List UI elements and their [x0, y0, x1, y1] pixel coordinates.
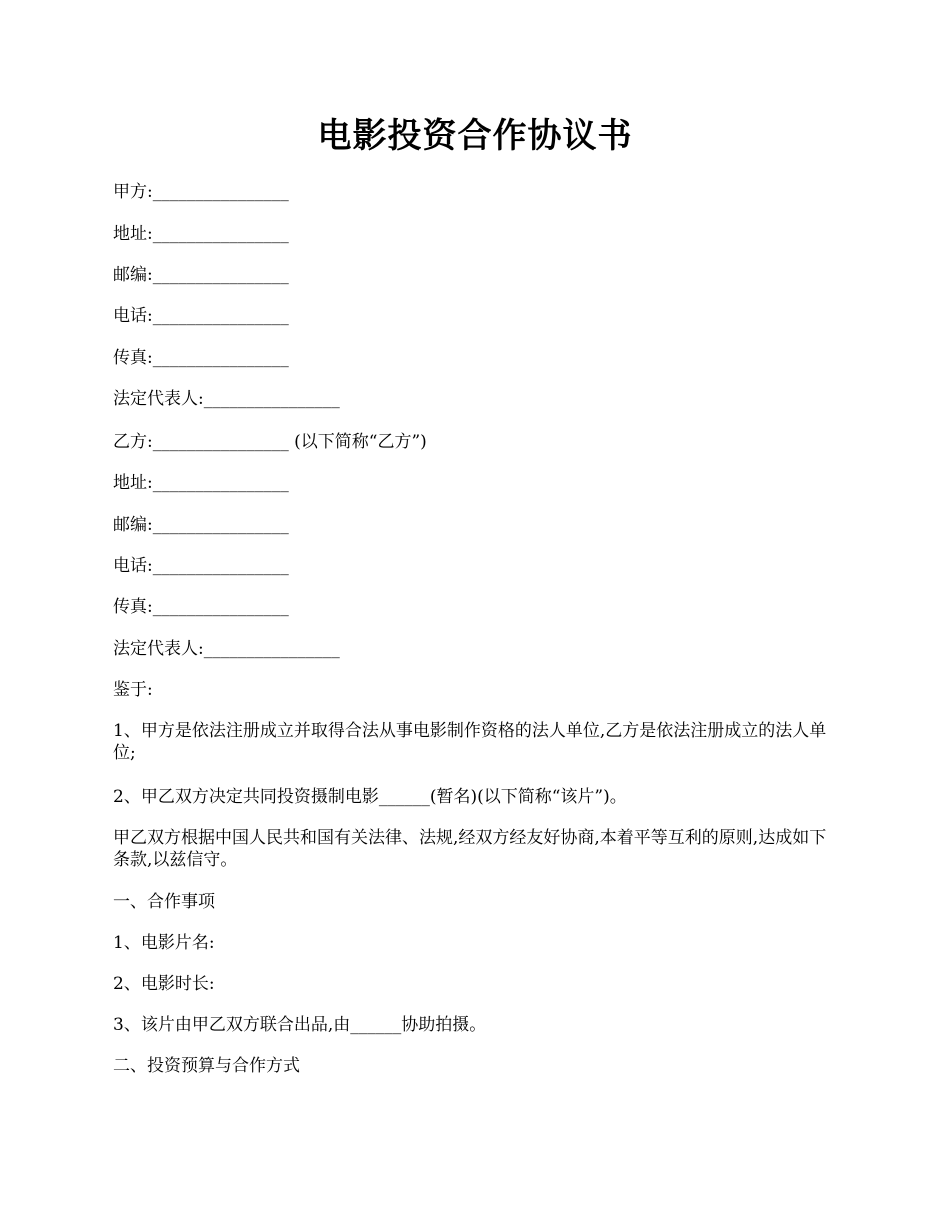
party-b-phone: 电话:________________ [113, 556, 289, 576]
whereas-item-1: 1、甲方是依法注册成立并取得合法从事电影制作资格的法人单位,乙方是依法注册成立的法人单位; [113, 721, 827, 763]
section-1-item-3: 3、该片由甲乙双方联合出品,由______协助拍摄。 [113, 1015, 487, 1035]
document-title: 电影投资合作协议书 [317, 116, 633, 156]
party-a-phone: 电话:________________ [113, 306, 289, 326]
section-1-item-1: 1、电影片名: [113, 933, 215, 953]
party-b-fax: 传真:________________ [113, 597, 289, 617]
party-a-legal-rep: 法定代表人:________________ [113, 389, 340, 409]
party-b-legal-rep: 法定代表人:________________ [113, 639, 340, 659]
party-b-name: 乙方:________________ (以下简称“乙方”) [113, 432, 427, 452]
party-a-address: 地址:________________ [113, 224, 289, 244]
section-1-item-2: 2、电影时长: [113, 974, 215, 994]
party-b-postcode: 邮编:________________ [113, 515, 289, 535]
section-2-heading: 二、投资预算与合作方式 [113, 1056, 300, 1076]
whereas-item-2: 2、甲乙双方决定共同投资摄制电影______(暂名)(以下简称“该片”)。 [113, 787, 627, 807]
whereas-heading: 鉴于: [113, 680, 153, 700]
party-a-fax: 传真:________________ [113, 348, 289, 368]
party-b-address: 地址:________________ [113, 473, 289, 493]
preamble-paragraph: 甲乙双方根据中国人民共和国有关法律、法规,经双方经友好协商,本着平等互利的原则,达成如下条款,以兹信守。 [113, 828, 827, 870]
section-1-heading: 一、合作事项 [113, 892, 215, 912]
party-a-postcode: 邮编:________________ [113, 265, 289, 285]
party-a-name: 甲方:________________ [113, 182, 289, 202]
